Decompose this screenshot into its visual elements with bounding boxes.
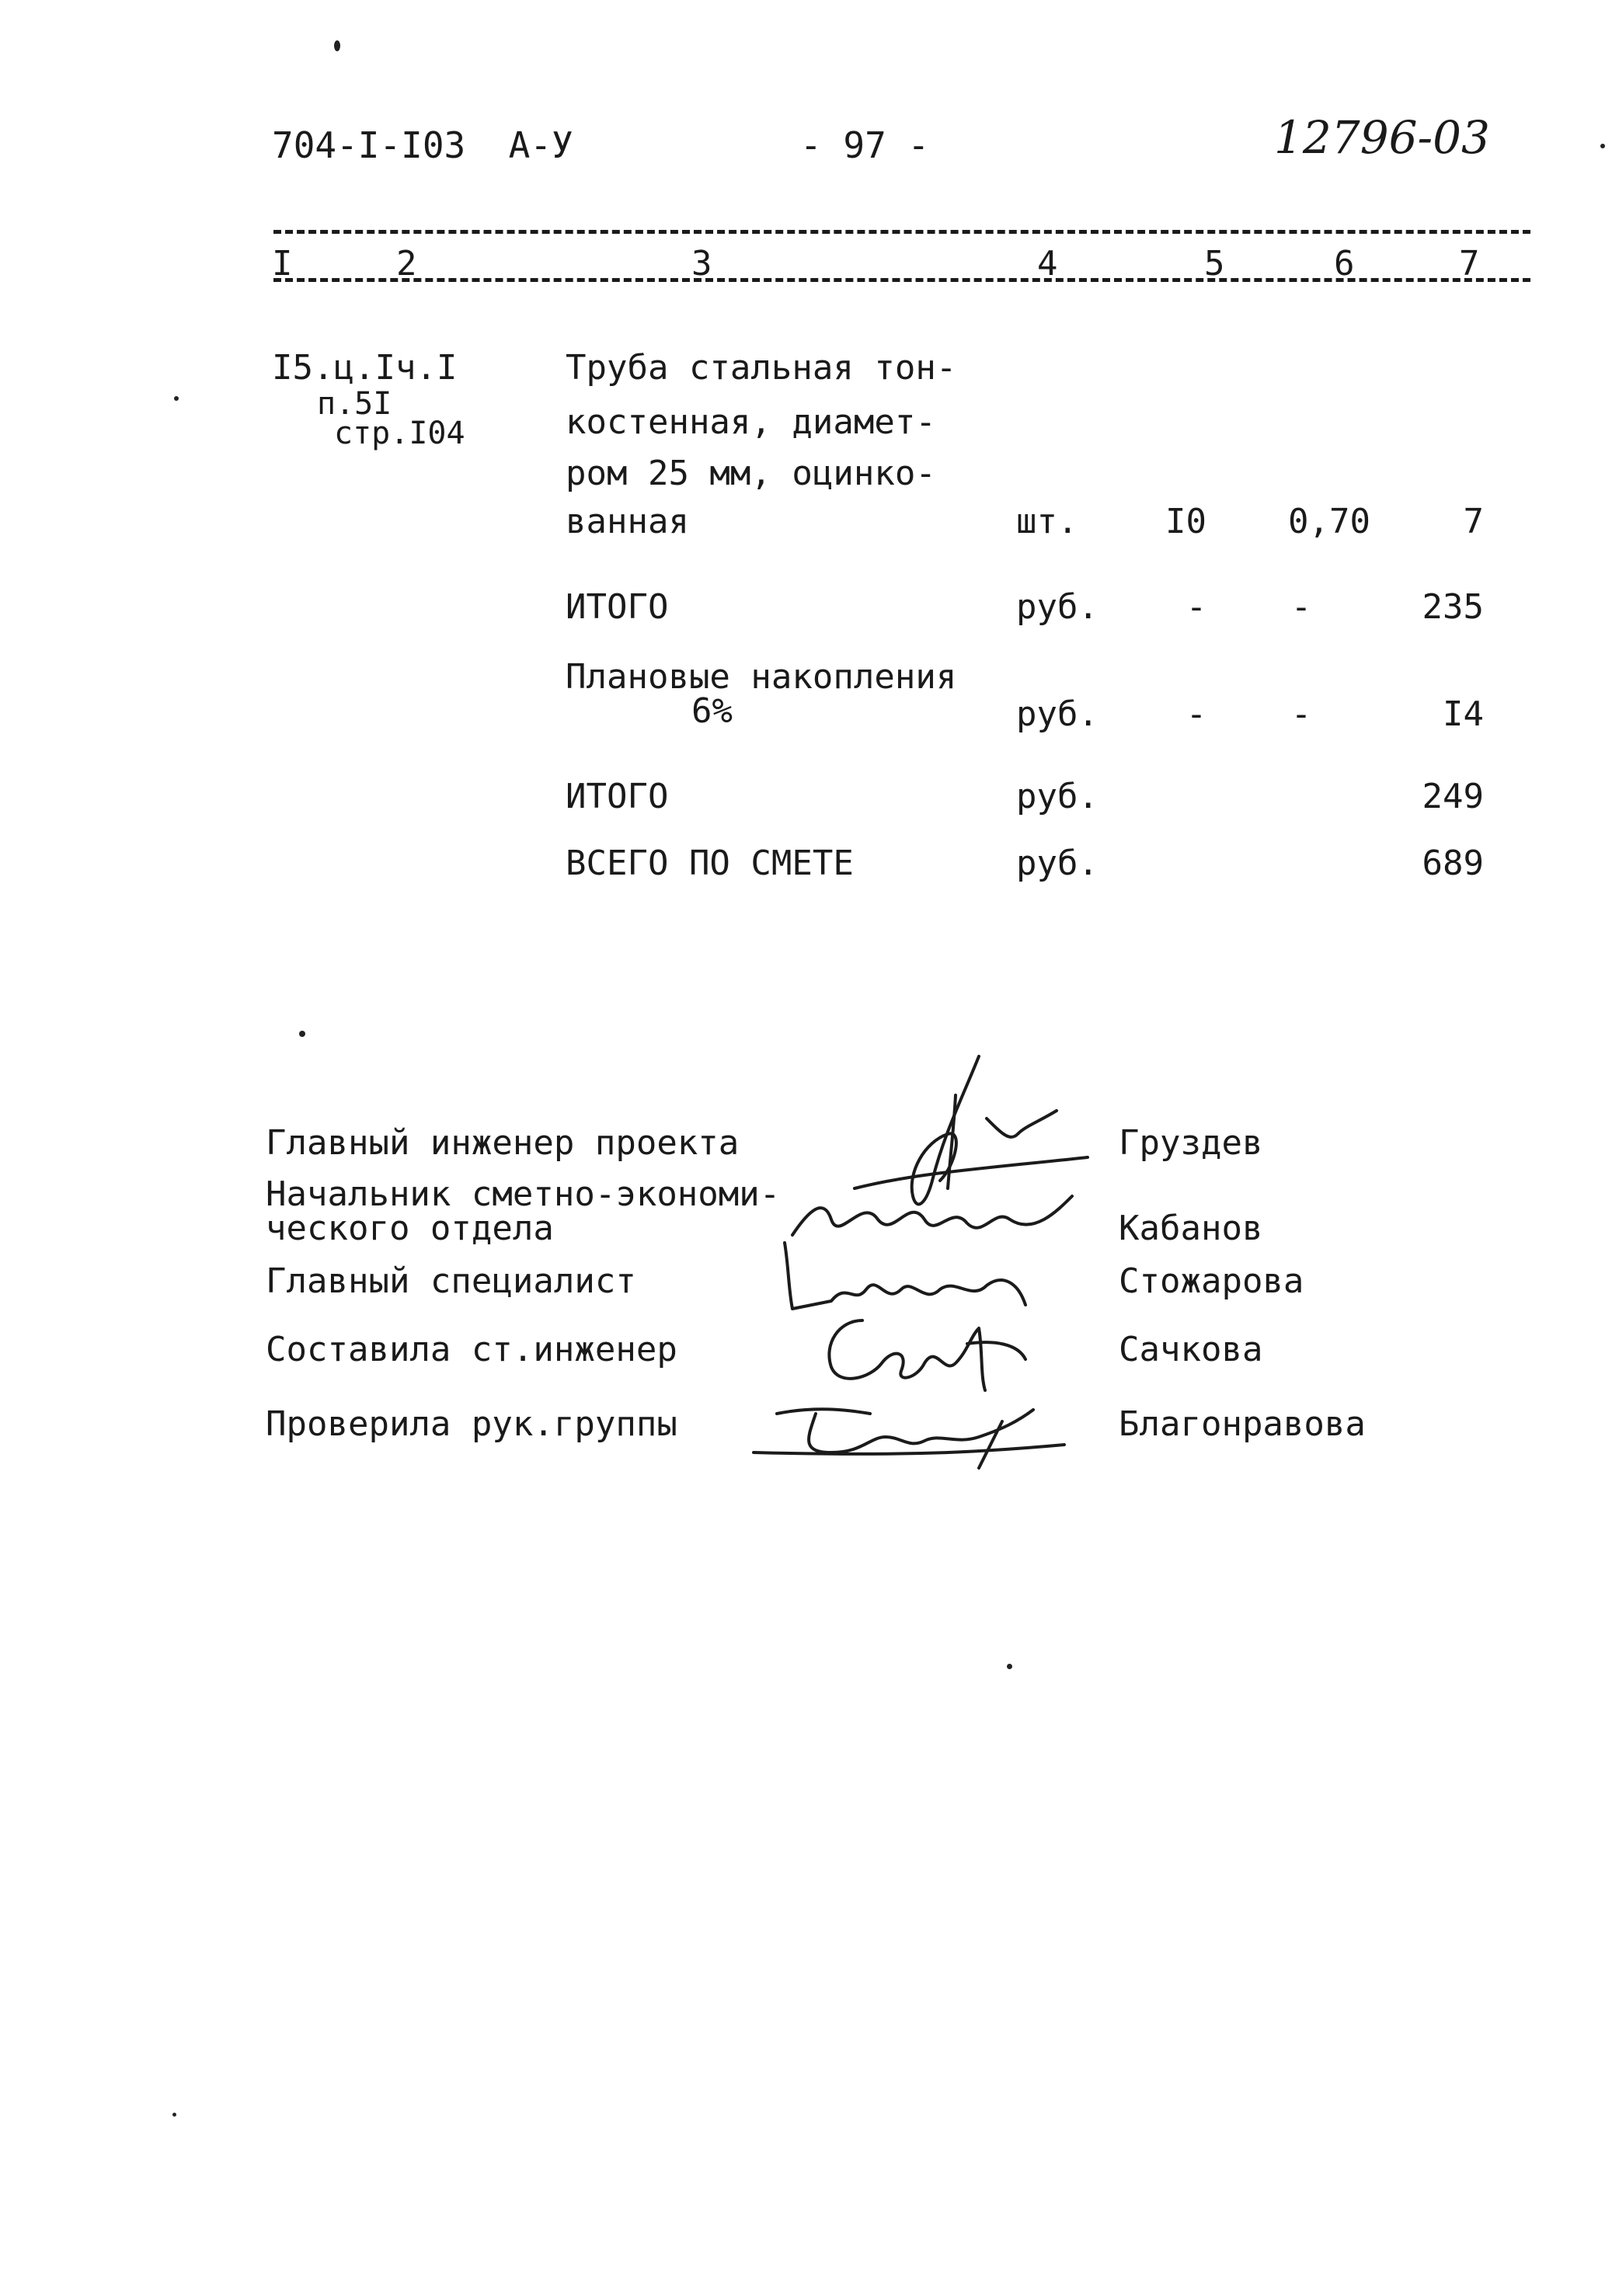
scan-speck [172,2113,176,2117]
page-number: - 97 - [800,124,930,166]
item-description-3: ром 25 мм, оцинко- [566,454,936,493]
scan-speck [299,1031,305,1037]
handwritten-archive-number: 12796-03 [1274,111,1490,164]
column-number-1: I [272,244,293,284]
header-rule-bottom [273,278,1530,282]
signature-role-head-estimating-2: ческого отдела [266,1209,554,1248]
signature-name-head-estimating: Кабанов [1119,1209,1263,1248]
item-quantity: I0 [1165,502,1206,541]
signature-role-head-estimating-1: Начальник сметно-экономи- [266,1174,781,1214]
item-unit: шт. [1016,502,1078,541]
column-number-4: 4 [1037,244,1058,284]
column-number-3: 3 [691,244,712,284]
subtotal-col5: - [1186,587,1207,627]
scan-speck [334,40,340,51]
column-number-6: 6 [1334,244,1355,284]
subtotal-unit: руб. [1016,587,1098,627]
planned-savings-total: I4 [1443,694,1484,734]
signature-role-compiler: Составила ст.инженер [266,1330,677,1369]
signature-name-compiler: Сачкова [1119,1330,1263,1369]
column-number-2: 2 [396,244,417,284]
column-number-5: 5 [1204,244,1225,284]
planned-savings-col5: - [1186,694,1207,734]
header-rule-top [273,230,1530,234]
item-price: 0,70 [1288,502,1370,541]
handwritten-signature-4 [808,1305,1057,1398]
signature-name-checker: Благонравова [1119,1404,1366,1444]
signature-name-chief-specialist: Стожарова [1119,1261,1304,1301]
planned-savings-percent: 6% [691,691,733,731]
total-unit: руб. [1016,777,1098,816]
scan-speck [174,396,179,401]
item-description-2: костенная, диамет- [566,402,936,442]
scan-speck [1007,1664,1012,1669]
grand-total-label: ВСЕГО ПО СМЕТЕ [566,844,854,883]
item-description-4: ванная [566,502,689,541]
grand-total-unit: руб. [1016,844,1098,883]
signature-role-chief-engineer: Главный инженер проекта [266,1123,740,1163]
subtotal-label: ИТОГО [566,587,669,627]
total-value: 249 [1422,777,1484,816]
signature-role-checker: Проверила рук.группы [266,1404,677,1444]
signature-role-chief-specialist: Главный специалист [266,1261,636,1301]
item-description-1: Труба стальная тон- [566,348,957,388]
item-reference-3: стр.I04 [334,416,465,451]
subtotal-col6: - [1290,587,1312,627]
signature-name-chief-engineer: Груздев [1119,1123,1263,1163]
planned-savings-label: Плановые накопления [566,657,957,697]
planned-savings-unit: руб. [1016,694,1098,734]
item-total: 7 [1463,502,1484,541]
scan-speck [1600,144,1605,148]
planned-savings-col6: - [1290,694,1312,734]
document-code: 704-I-I03 А-У [272,124,573,166]
subtotal-total: 235 [1422,587,1484,627]
item-reference-1: I5.ц.Iч.I [272,348,458,388]
grand-total-value: 689 [1422,844,1484,883]
handwritten-signature-5 [746,1390,1072,1476]
item-reference-2: п.5I [317,386,392,422]
column-number-7: 7 [1459,244,1480,284]
total-label: ИТОГО [566,777,669,816]
